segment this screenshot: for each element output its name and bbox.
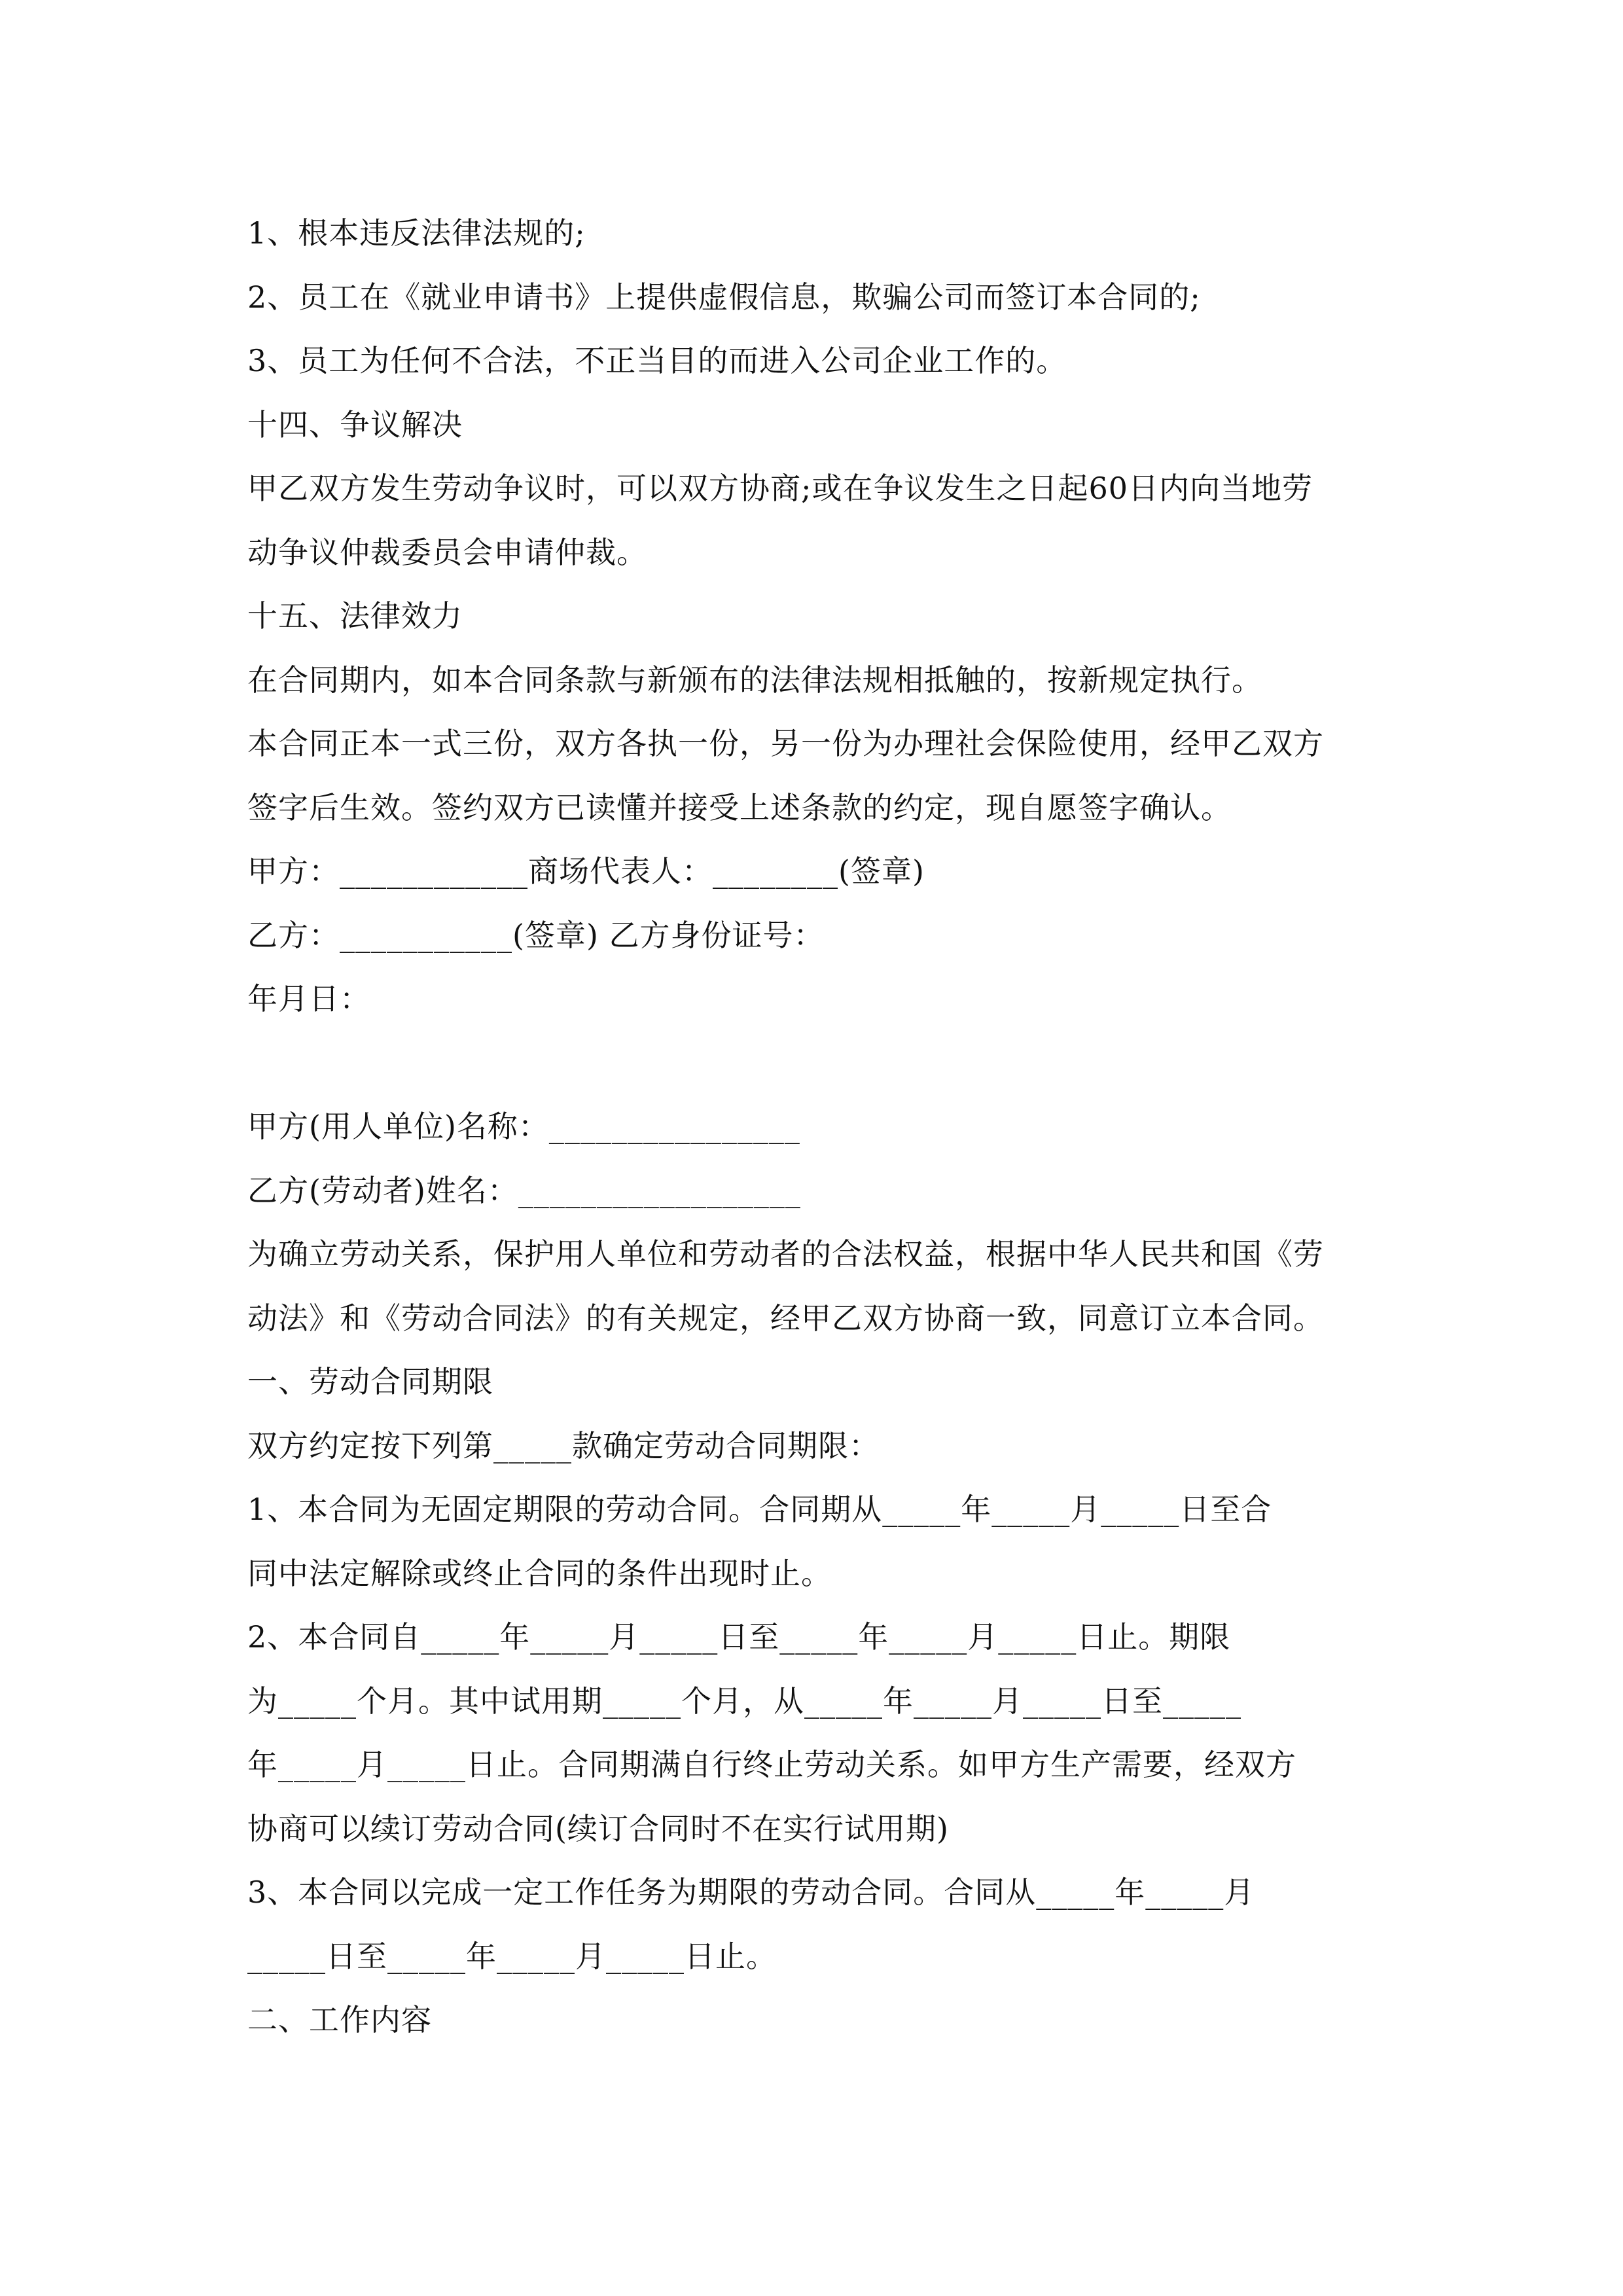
text-line: 签字后生效。签约双方已读懂并接受上述条款的约定，现自愿签字确认。 <box>247 789 1232 825</box>
text-line: 3、本合同以完成一定工作任务为期限的劳动合同。合同从_____年_____月 <box>247 1874 1255 1910</box>
signature-line-party-a: 甲方：____________商场代表人：________(签章) <box>247 853 925 889</box>
text-line: 为确立劳动关系，保护用人单位和劳动者的合法权益，根据中华人民共和国《劳 <box>247 1236 1324 1272</box>
text-line: 为_____个月。其中试用期_____个月，从_____年_____月_____日至_____ <box>247 1683 1241 1719</box>
text-line: _____日至_____年_____月_____日止。 <box>247 1938 777 1974</box>
text-line: 协商可以续订劳动合同(续订合同时不在实行试用期) <box>247 1810 949 1846</box>
text-line: 3、员工为任何不合法，不正当目的而进入公司企业工作的。 <box>247 343 1067 378</box>
document-body <box>247 202 1386 2053</box>
text-line: 同中法定解除或终止合同的条件出现时止。 <box>247 1555 832 1591</box>
blank-line <box>247 1031 1386 1096</box>
text-line: 本合同正本一式三份，双方各执一份，另一份为办理社会保险使用，经甲乙双方 <box>247 726 1324 761</box>
text-line: 在合同期内，如本合同条款与新颁布的法律法规相抵触的，按新规定执行。 <box>247 662 1262 698</box>
section-heading: 十四、争议解决 <box>247 406 463 442</box>
text-line: 甲乙双方发生劳动争议时，可以双方协商;或在争议发生之日起60日内向当地劳 <box>247 471 1313 506</box>
text-line: 动争议仲裁委员会申请仲裁。 <box>247 534 647 570</box>
text-line: 2、本合同自_____年_____月_____日至_____年_____月_____日止。期限 <box>247 1619 1231 1655</box>
signature-line-party-b: 乙方：___________(签章) 乙方身份证号： <box>247 917 825 953</box>
text-line: 2、员工在《就业申请书》上提供虚假信息，欺骗公司而签订本合同的; <box>247 279 1201 315</box>
employer-name-line: 甲方(用人单位)名称：________________ <box>247 1109 800 1144</box>
employee-name-line: 乙方(劳动者)姓名：__________________ <box>247 1172 801 1208</box>
text-line: 动法》和《劳动合同法》的有关规定，经甲乙双方协商一致，同意订立本合同。 <box>247 1300 1324 1336</box>
date-line: 年月日： <box>247 981 370 1016</box>
text-line: 年_____月_____日止。合同期满自行终止劳动关系。如甲方生产需要，经双方 <box>247 1747 1296 1782</box>
text-line: 1、本合同为无固定期限的劳动合同。合同期从_____年_____月_____日至合 <box>247 1492 1272 1527</box>
section-heading: 一、劳动合同期限 <box>247 1364 493 1399</box>
text-line: 双方约定按下列第_____款确定劳动合同期限： <box>247 1427 880 1463</box>
section-heading: 二、工作内容 <box>247 2002 432 2037</box>
section-heading: 十五、法律效力 <box>247 598 463 634</box>
text-line: 1、根本违反法律法规的; <box>247 215 586 251</box>
